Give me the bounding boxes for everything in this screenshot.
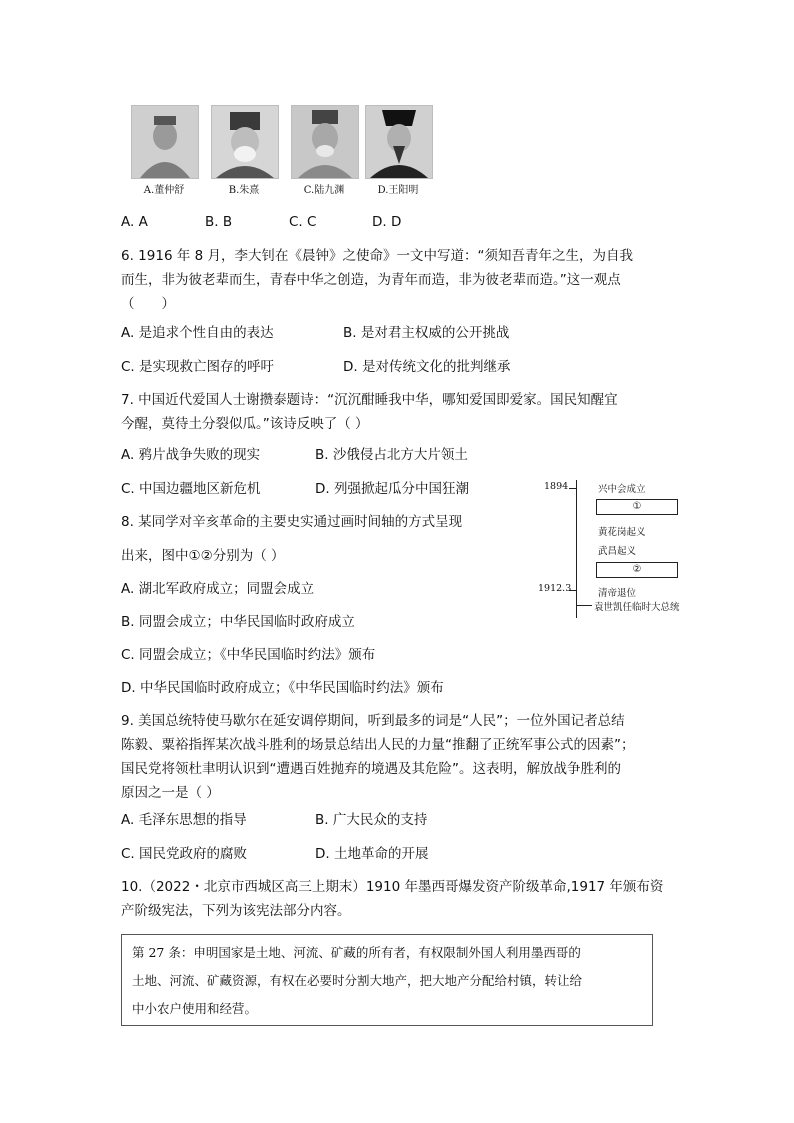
q9-stem-line4: 原因之一是（ ） (121, 785, 220, 801)
timeline-box-2: ② (596, 562, 678, 578)
q7-option-b: B. 沙俄侵占北方大片领土 (315, 447, 468, 463)
q9-option-b: B. 广大民众的支持 (315, 812, 428, 828)
q9-option-a: A. 毛泽东思想的指导 (121, 812, 247, 828)
q8-option-a: A. 湖北军政府成立；同盟会成立 (121, 581, 315, 597)
q10-source-line1: 第 27 条：申明国家是土地、河流、矿藏的所有者，有权限制外国人利用墨西哥的 (132, 945, 581, 960)
q5-option-c: C. C (289, 214, 317, 230)
timeline-tick-start (569, 488, 577, 489)
timeline-box-1: ① (596, 499, 678, 515)
q6-stem-line2: 而生，非为彼老辈而生，青春中华之创造，为青年而造，非为彼老辈而造。”这一观点 (121, 272, 621, 288)
q6-option-d: D. 是对传统文化的批判继承 (343, 359, 511, 375)
q9-option-d: D. 土地革命的开展 (315, 846, 429, 862)
q10-source-line3: 中小农户使用和经营。 (132, 1001, 258, 1016)
portrait-a-image (131, 105, 199, 179)
q10-source-box (121, 934, 653, 1026)
portrait-d-image (365, 105, 433, 179)
q5-option-b: B. B (205, 214, 233, 230)
q10-source-line2: 土地、河流、矿藏资源，有权在必要时分割大地产，把大地产分配给村镇，转让给 (132, 973, 583, 988)
q9-stem-line3: 国民党将领杜聿明认识到“遭遇百姓抛弃的境遇及其危险”。这表明，解放战争胜利的 (121, 761, 621, 777)
q6-option-c: C. 是实现救亡图存的呼吁 (121, 359, 275, 375)
q8-stem-line1: 8. 某同学对辛亥革命的主要史实通过画时间轴的方式呈现 (121, 514, 463, 530)
portrait-c-caption: C.陆九渊 (303, 185, 345, 196)
q8-option-d: D. 中华民国临时政府成立；《中华民国临时约法》颁布 (121, 680, 444, 696)
portrait-d-caption: D.王阳明 (377, 185, 419, 196)
q5-option-d: D. D (372, 214, 402, 230)
timeline-event-5: 袁世凯任临时大总统 (594, 602, 680, 613)
timeline-event-1: 兴中会成立 (598, 484, 646, 495)
timeline-axis (576, 480, 577, 618)
timeline-event-3: 武昌起义 (598, 546, 637, 557)
portrait-b-caption: B.朱熹 (228, 185, 260, 196)
q7-option-c: C. 中国边疆地区新危机 (121, 481, 261, 497)
q8-stem-line2: 出来，图中①②分别为（ ） (121, 548, 285, 564)
q8-option-c: C. 同盟会成立；《中华民国临时约法》颁布 (121, 647, 376, 663)
q8-option-b: B. 同盟会成立；中华民国临时政府成立 (121, 614, 355, 630)
portrait-c-image (291, 105, 359, 179)
timeline-event-4: 清帝退位 (598, 588, 637, 599)
q9-stem-line1: 9. 美国总统特使马歇尔在延安调停期间，听到最多的词是“人民”；一位外国记者总结 (121, 713, 625, 729)
q7-option-d: D. 列强掀起瓜分中国狂潮 (315, 481, 469, 497)
q7-stem-line1: 7. 中国近代爱国人士谢攒泰题诗：“沉沉酣睡我中华，哪知爱国即爱家。国民知醒宜 (121, 392, 618, 408)
timeline-event-2: 黄花岗起义 (598, 527, 646, 538)
q10-stem-line2: 产阶级宪法，下列为该宪法部分内容。 (121, 903, 351, 919)
portrait-a-caption: A.董仲舒 (143, 185, 185, 196)
q10-stem-line1: 10.（2022・北京市西城区高三上期末）1910 年墨西哥爆发资产阶级革命,1917 年颁布资 (121, 879, 664, 895)
q9-stem-line2: 陈毅、粟裕指挥某次战斗胜利的场景总结出人民的力量“推翻了正统军事公式的因素”； (121, 737, 635, 753)
q6-option-b: B. 是对君主权威的公开挑战 (343, 325, 510, 341)
q6-option-a: A. 是追求个性自由的表达 (121, 325, 274, 341)
timeline-tick-last (576, 605, 592, 606)
q7-stem-line2: 今醒，莫待土分裂似瓜。”该诗反映了（ ） (121, 416, 369, 432)
timeline-year-start: 1894 (544, 481, 569, 492)
q6-stem-line3: （ ） (121, 296, 175, 312)
q7-option-a: A. 鸦片战争失败的现实 (121, 447, 261, 463)
q6-stem-line1: 6. 1916 年 8 月，李大钊在《晨钟》之使命》一文中写道：“须知吾青年之生，为自我 (121, 248, 633, 264)
q9-option-c: C. 国民党政府的腐败 (121, 846, 248, 862)
q5-option-a: A. A (121, 214, 148, 230)
portrait-b-image (211, 105, 279, 179)
timeline-year-end: 1912.3 (538, 583, 572, 594)
